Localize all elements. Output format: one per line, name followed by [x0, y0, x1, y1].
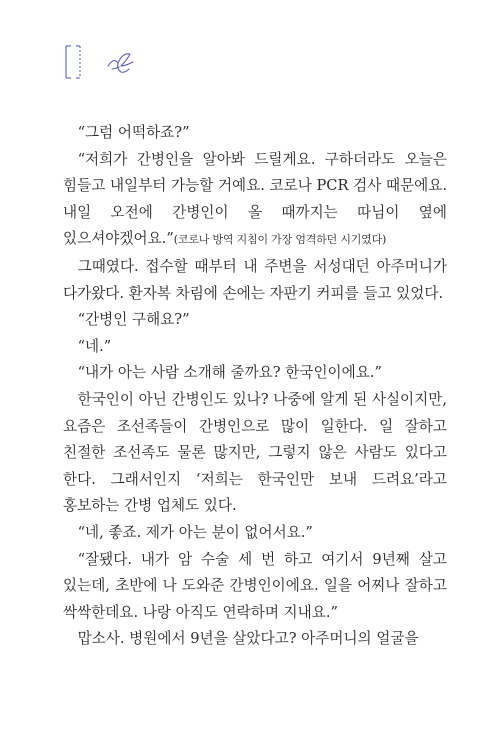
paragraph-text: 그때였다. 접수할 때부터 내 주변을 서성대던 아주머니가 다가왔다. 환자복 차림에 손에는 자판기 커피를 들고 있었다.	[63, 257, 447, 302]
page-body-text	[63, 120, 447, 653]
paragraph	[63, 547, 447, 627]
paragraph-text: “네, 좋죠. 제가 아는 분이 없어서요.”	[77, 523, 313, 541]
paragraph	[63, 626, 447, 653]
bird-icon	[108, 54, 133, 72]
paragraph-text: “네.”	[77, 337, 112, 355]
footnote-aside: (코로나 방역 지침이 가장 엄격하던 시기였다)	[173, 233, 387, 247]
paragraph-text: 맙소사. 병원에서 9년을 살았다고? 아주머니의 얼굴을	[77, 630, 419, 648]
paragraph-text: 한국인이 아닌 간병인도 있나? 나중에 알게 된 사실이지만, 요즘은 조선족들이 간병인으로 많이 일한다. 일 잘하고 친절한 조선족도 물론 많지만, 그렇지 않은 사람도 있다고 한다. 그래서인지 ‘저희는 한국인만 보내 드려요’라고 홍보하는 간병 업체도 있다.	[63, 390, 447, 515]
bracket-icon	[66, 46, 80, 78]
paragraph	[63, 120, 447, 147]
paragraph-text: “그럼 어떡하죠?”	[77, 124, 190, 141]
paragraph-text: “잘됐다. 내가 암 수술 세 번 하고 여기서 9년째 살고 있는데, 초반에 나 도와준 간병인이에요. 일을 어찌나 잘하고 싹싹한데요. 나랑 아직도 연락하며 지내요.”	[63, 550, 447, 621]
paragraph	[63, 147, 447, 254]
paragraph	[63, 307, 447, 334]
paragraph-text: “저희가 간병인을 알아봐 드릴게요. 구하더라도 오늘은 힘들고 내일부터 가능할 거예요. 코로나 PCR 검사 때문에요. 내일 오전에 간병인이 올 때까지는 따님이 옆에 있으셔야겠어요.”	[63, 150, 447, 248]
paragraph	[63, 387, 447, 520]
paragraph-text: “간병인 구해요?”	[77, 311, 190, 329]
paragraph-text: “내가 아는 사람 소개해 줄까요? 한국인이에요.”	[77, 364, 382, 382]
paragraph	[63, 360, 447, 387]
paragraph	[63, 334, 447, 361]
paragraph	[63, 254, 447, 307]
paragraph	[63, 520, 447, 547]
chapter-header-mark	[62, 42, 142, 84]
